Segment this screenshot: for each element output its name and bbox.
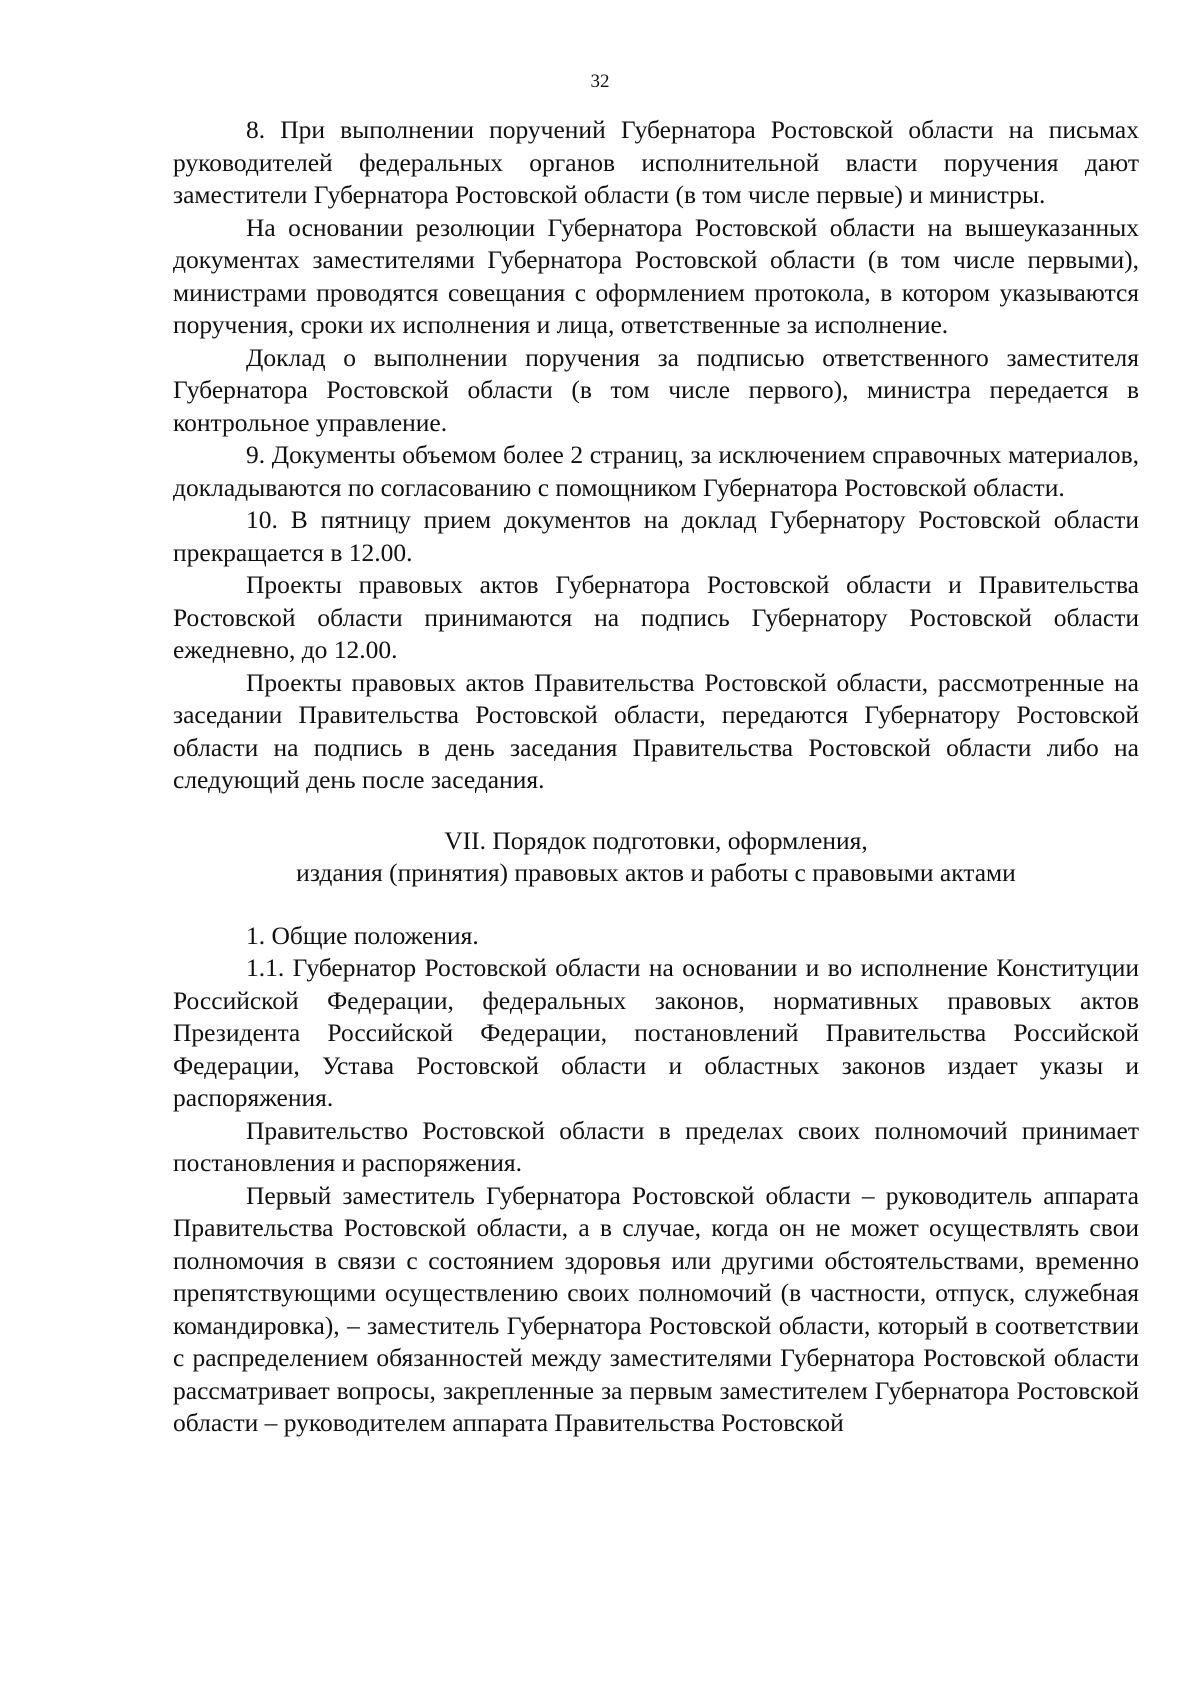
paragraph-drafts-daily: Проекты правовых актов Губернатора Ростовской области и Правительства Ростовской области принимаются на подпись Губернатору Ростовской области ежедневно, до 12.00. — [173, 570, 1139, 664]
paragraph-general-provisions: 1. Общие положения. — [246, 920, 479, 950]
paragraph-8-instructions: 8. При выполнении поручений Губернатора Ростовской области на письмах руководителей федеральных органов исполнительной власти поручения дают заместители Губернатора Ростовской области (в том числе первые) и министры. — [173, 115, 1139, 209]
section-heading-line-2: издания (принятия) правовых актов и работы с правовыми актами — [296, 858, 1016, 887]
paragraph-drafts-session: Проекты правовых актов Правительства Ростовской области, рассмотренные на заседании Правительства Ростовской области, передаются Губернатору Ростовской области на подпись в день заседания Правительства Ростовской области либо на следующий день после заседания. — [173, 667, 1139, 794]
page-number: 32 — [590, 71, 610, 92]
document-body — [173, 114, 1139, 1440]
section-heading-line-1: VII. Порядок подготовки, оформления, — [444, 825, 868, 855]
section-heading — [173, 825, 1139, 890]
paragraph-10-friday-deadline: 10. В пятницу прием документов на доклад Губернатору Ростовской области прекращается в 12.00. — [173, 505, 1139, 567]
paragraph-9-documents-volume: 9. Документы объемом более 2 страниц, за исключением справочных материалов, докладываются по согласованию с помощником Губернатора Ростовской области. — [173, 440, 1139, 502]
paragraph-first-deputy: Первый заместитель Губернатора Ростовской области – руководитель аппарата Правительства Ростовской области, а в случае, когда он не может осуществлять свои полномочия в связи с состоянием здоровья или другими обстоятельствами, временно препятствующими осуществлению своих полномочий (в частности, отпуск, служебная командировка), – заместитель Губернатора Ростовской области, который в соответствии с распределением обязанностей между заместителями Губернатора Ростовской области рассматривает вопросы, закрепленные за первым заместителем Губернатора Ростовской области – руководителем аппарата Правительства Ростовской — [173, 1180, 1139, 1437]
paragraph-meetings-protocol: На основании резолюции Губернатора Ростовской области на вышеуказанных документах заместителями Губернатора Ростовской области (в том числе первыми), министрами проводятся совещания с оформлением протокола, в котором указываются поручения, сроки их исполнения и лица, ответственные за исполнение. — [173, 212, 1139, 339]
paragraph-government-resolutions: Правительство Ростовской области в пределах своих полномочий принимает постановления и распоряжения. — [173, 1115, 1139, 1177]
paragraph-1-1-governor-decrees: 1.1. Губернатор Ростовской области на основании и во исполнение Конституции Российской Федерации, федеральных законов, нормативных правовых актов Президента Российской Федерации, постановлений Правительства Российской Федерации, Устава Ростовской области и областных законов издает указы и распоряжения. — [173, 953, 1139, 1112]
paragraph-report-control: Доклад о выполнении поручения за подписью ответственного заместителя Губернатора Ростовской области (в том числе первого), министра передается в контрольное управление. — [173, 342, 1139, 437]
